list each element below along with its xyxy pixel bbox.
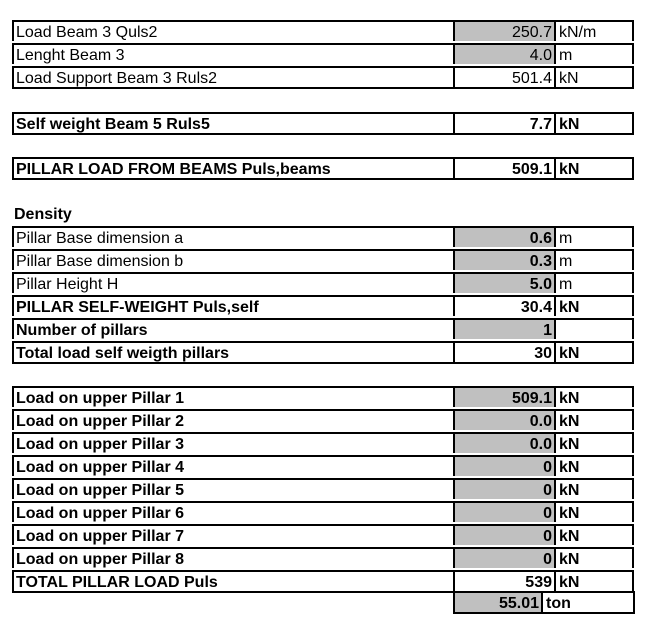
row-label: Number of pillars <box>12 318 453 339</box>
row-load-beam3 <box>12 20 634 43</box>
row-total-pillar-load <box>12 570 634 593</box>
row-upper-pillar-8 <box>12 547 634 570</box>
row-length-beam3 <box>12 43 634 66</box>
row-value[interactable]: 4.0 <box>453 43 554 64</box>
row-unit: kN <box>554 112 634 135</box>
row-upper-pillar-6 <box>12 501 634 524</box>
row-label: PILLAR SELF-WEIGHT Puls,self <box>12 295 453 316</box>
row-label: Load on upper Pillar 1 <box>12 386 453 407</box>
total-ton-unit: ton <box>541 591 635 614</box>
row-value[interactable]: 0 <box>453 524 554 545</box>
row-label: Load on upper Pillar 5 <box>12 478 453 499</box>
row-upper-pillar-3 <box>12 432 634 455</box>
row-value[interactable]: 30.4 <box>453 295 554 316</box>
row-unit: kN <box>554 409 634 430</box>
row-label: Self weight Beam 5 Ruls5 <box>12 112 453 135</box>
row-unit: kN <box>554 295 634 316</box>
row-value[interactable]: 250.7 <box>453 20 554 41</box>
row-label: Pillar Height H <box>12 272 453 293</box>
row-unit: kN <box>554 547 634 568</box>
row-upper-pillar-4 <box>12 455 634 478</box>
row-label: PILLAR LOAD FROM BEAMS Puls,beams <box>12 157 453 180</box>
row-upper-pillar-1 <box>12 386 634 409</box>
row-unit: kN <box>554 432 634 453</box>
total-ton-value[interactable]: 55.01 <box>453 591 543 614</box>
row-label: Load on upper Pillar 2 <box>12 409 453 430</box>
row-unit: kN <box>554 386 634 407</box>
row-number-of-pillars <box>12 318 634 341</box>
row-label: Load on upper Pillar 6 <box>12 501 453 522</box>
row-label: Load on upper Pillar 8 <box>12 547 453 568</box>
row-unit: kN <box>554 341 634 364</box>
row-unit: m <box>554 272 634 293</box>
row-pillar-self-weight <box>12 295 634 318</box>
row-label: Load on upper Pillar 4 <box>12 455 453 476</box>
row-label: Pillar Base dimension b <box>12 249 453 270</box>
density-heading: Density <box>14 206 72 223</box>
row-pillar-dim-b <box>12 249 634 272</box>
row-value[interactable]: 0.6 <box>453 226 554 247</box>
row-unit: kN <box>554 455 634 476</box>
row-upper-pillar-2 <box>12 409 634 432</box>
row-pillar-height <box>12 272 634 295</box>
row-value[interactable]: 0 <box>453 547 554 568</box>
row-unit: kN <box>554 501 634 522</box>
row-label: Load Beam 3 Quls2 <box>12 20 453 41</box>
row-label: Pillar Base dimension a <box>12 226 453 247</box>
row-unit: m <box>554 226 634 247</box>
row-upper-pillar-7 <box>12 524 634 547</box>
row-total-ton <box>453 591 635 614</box>
row-pillar-load-from-beams <box>12 157 634 180</box>
row-unit: kN/m <box>554 20 634 41</box>
row-label: Load Support Beam 3 Ruls2 <box>12 66 453 89</box>
row-label: TOTAL PILLAR LOAD Puls <box>12 570 453 593</box>
row-upper-pillar-5 <box>12 478 634 501</box>
row-value[interactable]: 5.0 <box>453 272 554 293</box>
row-value[interactable]: 0.3 <box>453 249 554 270</box>
row-self-weight-beam5 <box>12 112 634 135</box>
row-total-self-weight-pillars <box>12 341 634 364</box>
row-value[interactable]: 0.0 <box>453 432 554 453</box>
row-value[interactable]: 0 <box>453 501 554 522</box>
row-label: Load on upper Pillar 3 <box>12 432 453 453</box>
row-unit: kN <box>554 570 634 593</box>
row-label: Total load self weigth pillars <box>12 341 453 364</box>
row-unit: kN <box>554 524 634 545</box>
row-value[interactable]: 1 <box>453 318 554 339</box>
row-unit: m <box>554 43 634 64</box>
row-unit: m <box>554 249 634 270</box>
row-pillar-dim-a <box>12 226 634 249</box>
row-unit: kN <box>554 157 634 180</box>
row-unit: kN <box>554 66 634 89</box>
row-unit: kN <box>554 478 634 499</box>
row-value[interactable]: 509.1 <box>453 157 554 180</box>
row-value[interactable]: 501.4 <box>453 66 554 89</box>
row-value[interactable]: 0.0 <box>453 409 554 430</box>
row-value[interactable]: 0 <box>453 478 554 499</box>
row-label: Load on upper Pillar 7 <box>12 524 453 545</box>
row-value[interactable]: 0 <box>453 455 554 476</box>
row-support-beam3 <box>12 66 634 89</box>
row-label: Lenght Beam 3 <box>12 43 453 64</box>
row-unit <box>554 318 634 339</box>
row-value[interactable]: 30 <box>453 341 554 364</box>
row-value[interactable]: 7.7 <box>453 112 554 135</box>
row-value[interactable]: 539 <box>453 570 554 593</box>
row-value[interactable]: 509.1 <box>453 386 554 407</box>
